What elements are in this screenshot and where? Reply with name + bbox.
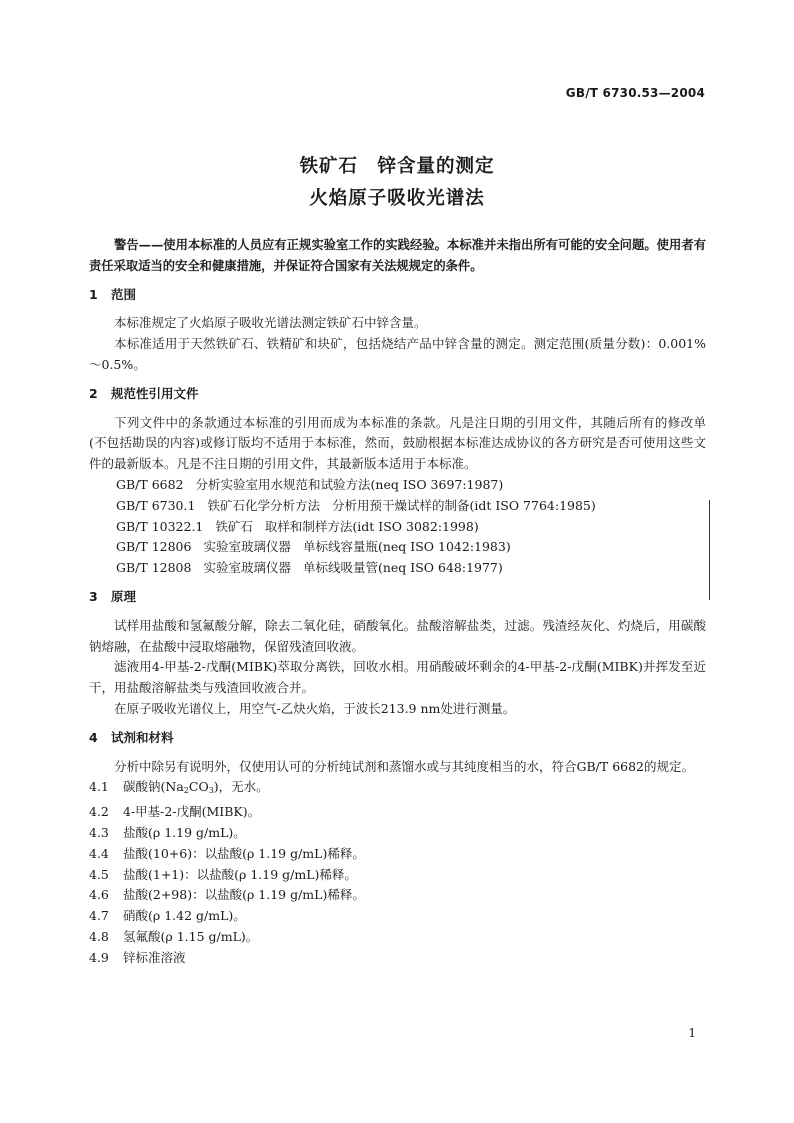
reference-item — [116, 517, 706, 538]
safety-warning: 警告——使用本标准的人员应有正规实验室工作的实践经验。本标准并未指出所有可能的安全问题。使用者有责任采取适当的安全和健康措施，并保证符合国家有关法规规定的条件。 — [89, 238, 706, 273]
item-text: 盐酸(1+1)：以盐酸(ρ 1.19 g/mL)稀释。 — [123, 866, 357, 882]
reference-code: GB/T 10322.1 — [116, 518, 204, 534]
item-text: 盐酸(ρ 1.19 g/mL)。 — [123, 824, 246, 840]
paragraph: 本标准适用于天然铁矿石、铁精矿和块矿，包括烧结产品中锌含量的测定。测定范围(质量分数)：0.001%～0.5%。 — [89, 336, 706, 372]
paragraph: 在原子吸收光谱仪上，用空气-乙炔火焰，于波长213.9 nm处进行测量。 — [114, 700, 516, 716]
item-number: 4.5 — [89, 866, 109, 882]
section-number: 1 — [89, 286, 98, 302]
reference-title: 分析实验室用水规范和试验方法(neq ISO 3697:1987) — [195, 476, 504, 492]
item-text: 4-甲基-2-戊酮(MIBK)。 — [123, 804, 261, 820]
subscript: 2 — [183, 786, 189, 796]
section-title: 试剂和材料 — [111, 729, 174, 745]
reference-subtitle: 单标线容量瓶(neq ISO 1042:1983) — [302, 539, 511, 555]
reagent-item — [89, 927, 706, 948]
paragraph: 试样用盐酸和氢氟酸分解，除去二氧化硅，硝酸氧化。盐酸溶解盐类，过滤。残渣经灰化、灼烧后，用碳酸钠熔融，在盐酸中浸取熔融物，保留残渣回收液。 — [89, 617, 706, 654]
section-heading-normative-references — [89, 384, 706, 405]
reference-item — [116, 475, 706, 496]
item-text: 盐酸(2+98)：以盐酸(ρ 1.19 g/mL)稀释。 — [123, 887, 365, 903]
subscript: 3 — [208, 786, 214, 796]
section-title: 规范性引用文件 — [111, 385, 199, 401]
item-text-part: CO — [188, 779, 209, 795]
reference-title: 铁矿石 — [215, 518, 253, 534]
reference-item — [116, 558, 706, 579]
item-number: 4.4 — [89, 845, 109, 861]
reagent-item — [89, 885, 706, 906]
section-heading-scope — [89, 285, 706, 306]
paragraph: 下列文件中的条款通过本标准的引用而成为本标准的条款。凡是注日期的引用文件，其随后所有的修改单(不包括勘误的内容)或修订版均不适用于本标准，然而，鼓励根据本标准达成协议的各方研究是否可使用这些文件的最新版本。凡是不注日期的引用文件，其最新版本适用于本标准。 — [89, 414, 706, 472]
section-number: 3 — [89, 588, 98, 604]
page-number: 1 — [688, 1026, 696, 1040]
item-number: 4.6 — [89, 887, 109, 903]
item-text: 氢氟酸(ρ 1.15 g/mL)。 — [123, 928, 259, 944]
item-text: 盐酸(10+6)：以盐酸(ρ 1.19 g/mL)稀释。 — [123, 845, 365, 861]
reagent-item — [89, 906, 706, 927]
paragraph: 本标准规定了火焰原子吸收光谱法测定铁矿石中锌含量。 — [114, 315, 427, 331]
item-number: 4.9 — [89, 949, 109, 965]
item-number: 4.7 — [89, 908, 109, 924]
section-number: 4 — [89, 729, 98, 745]
section-heading-principle — [89, 587, 706, 608]
reference-title: 实验室玻璃仪器 — [203, 560, 291, 576]
reagent-item — [89, 802, 706, 823]
reference-subtitle: 分析用预干燥试样的制备(idt ISO 7764:1985) — [331, 497, 596, 513]
reference-subtitle: 取样和制样方法(idt ISO 3082:1998) — [264, 518, 479, 534]
reference-title: 铁矿石化学分析方法 — [207, 497, 320, 513]
paragraph: 分析中除另有说明外，仅使用认可的分析纯试剂和蒸馏水或与其纯度相当的水，符合GB/T 6682的规定。 — [114, 758, 695, 774]
reference-code: GB/T 6730.1 — [116, 497, 196, 513]
item-number: 4.1 — [89, 779, 109, 795]
item-text: 硝酸(ρ 1.42 g/mL)。 — [123, 908, 246, 924]
section-number: 2 — [89, 385, 98, 401]
item-text: 锌标准溶液 — [123, 949, 186, 965]
revision-bar — [709, 500, 710, 600]
document-title: 铁矿石 锌含量的测定 — [299, 156, 495, 177]
reagent-item — [89, 777, 706, 802]
reference-code: GB/T 12806 — [116, 539, 192, 555]
item-number: 4.8 — [89, 928, 109, 944]
section-title: 原理 — [111, 588, 137, 604]
section-heading-reagents — [89, 728, 706, 749]
item-number: 4.2 — [89, 804, 109, 820]
reference-code: GB/T 12808 — [116, 560, 192, 576]
reagent-item — [89, 948, 706, 969]
reference-item — [116, 537, 706, 558]
item-text-part: )，无水。 — [213, 779, 269, 795]
reference-code: GB/T 6682 — [116, 476, 184, 492]
standard-code: GB/T 6730.53—2004 — [565, 86, 705, 100]
reference-item — [116, 496, 706, 517]
section-title: 范围 — [111, 286, 137, 302]
reagent-item — [89, 844, 706, 865]
paragraph: 滤液用4-甲基-2-戊酮(MIBK)萃取分离铁，回收水相。用硝酸破坏剩余的4-甲基-2-戊酮(MIBK)并挥发至近干，用盐酸溶解盐类与残渣回收液合并。 — [89, 659, 706, 696]
reagent-item — [89, 823, 706, 844]
document-body — [89, 235, 706, 969]
reference-title: 实验室玻璃仪器 — [203, 539, 291, 555]
reference-subtitle: 单标线吸量管(neq ISO 648:1977) — [302, 560, 503, 576]
document-subtitle: 火焰原子吸收光谱法 — [309, 188, 485, 209]
item-number: 4.3 — [89, 824, 109, 840]
reagent-item — [89, 865, 706, 886]
item-text-part: 碳酸钠(Na — [123, 779, 184, 795]
